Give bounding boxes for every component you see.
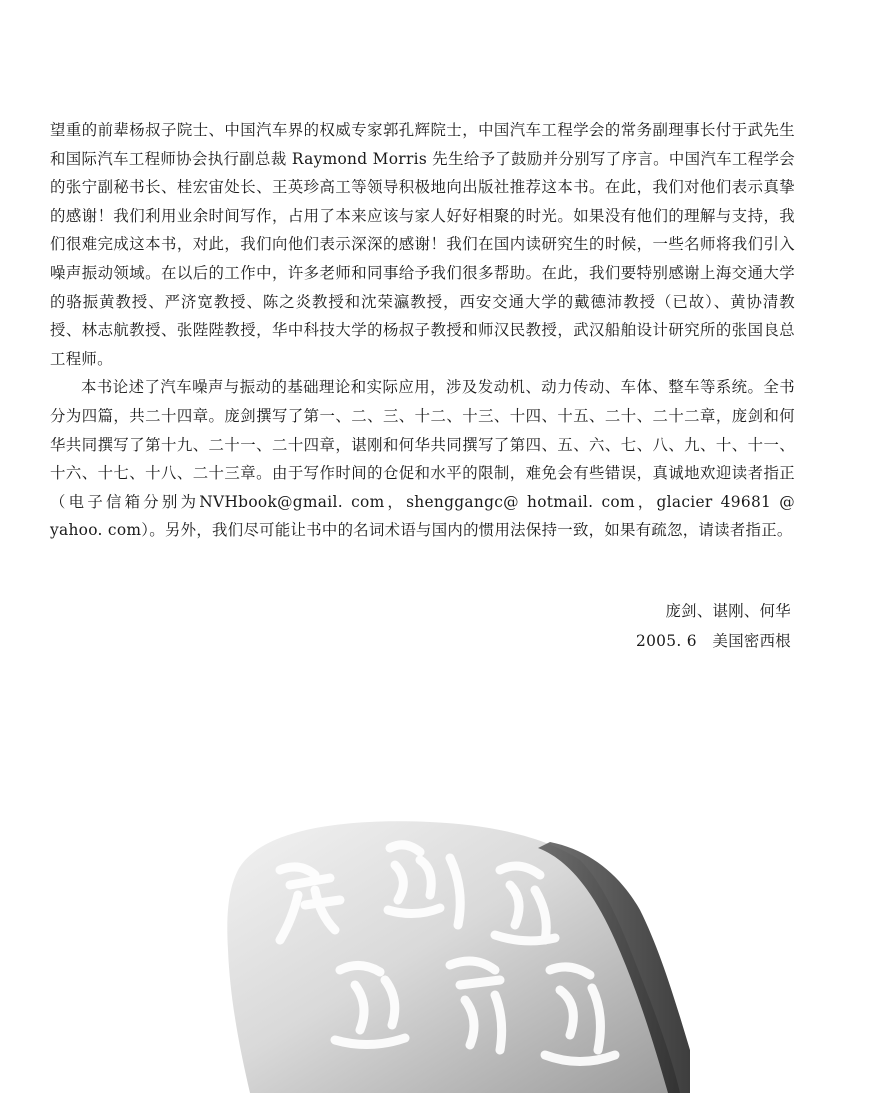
seal-stamp-graphic bbox=[220, 800, 690, 1093]
signature-authors: 庞剑、谌刚、何华 bbox=[665, 602, 791, 620]
paragraph-acknowledgements: 望重的前辈杨叔子院士、中国汽车界的权威专家郭孔辉院士，中国汽车工程学会的常务副理事长付于武先生和国际汽车工程师协会执行副总裁 Raymond Morris 先生给予了鼓励并分别写了序言。中国汽车工程学会的张宁副秘书长、桂宏宙处长、王英珍高工等领导积极地向出版社推荐这本书。在此，我们对他们表示真挚的感谢！我们利用业余时间写作，占用了本来应该与家人好好相聚的时光。如果没有他们的理解与支持，我们很难完成这本书，对此，我们向他们表示深深的感谢！我们在国内读研究生的时候，一些名师将我们引入噪声振动领域。在以后的工作中，许多老师和同事给予我们很多帮助。在此，我们要特别感谢上海交通大学的骆振黄教授、严济宽教授、陈之炎教授和沈荣瀛教授，西安交通大学的戴德沛教授（已故）、黄协清教授、林志航教授、张陛陛教授，华中科技大学的杨叔子教授和师汉民教授，武汉船舶设计研究所的张国良总工程师。 bbox=[50, 121, 795, 368]
signature-date-place: 2005. 6 美国密西根 bbox=[636, 632, 791, 650]
seal-stamp-watermark bbox=[220, 800, 690, 1093]
paragraph-book-overview: 本书论述了汽车噪声与振动的基础理论和实际应用，涉及发动机、动力传动、车体、整车等系统。全书分为四篇，共二十四章。庞剑撰写了第一、二、三、十二、十三、十四、十五、二十、二十二章，庞剑和何华共同撰写了第十九、二十一、二十四章，谌刚和何华共同撰写了第四、五、六、七、八、九、十、十一、十六、十七、十八、二十三章。由于写作时间的仓促和水平的限制，难免会有些错误，真诚地欢迎读者指正（电子信箱分别为NVHbook@gmail. com，shenggangc@ hotmail. com，glacier 49681 @ yahoo. com）。另外，我们尽可能让书中的名词术语与国内的惯用法保持一致，如果有疏忽，请读者指正。 bbox=[50, 378, 795, 540]
preface-body bbox=[50, 116, 795, 545]
signature-block bbox=[636, 596, 791, 656]
